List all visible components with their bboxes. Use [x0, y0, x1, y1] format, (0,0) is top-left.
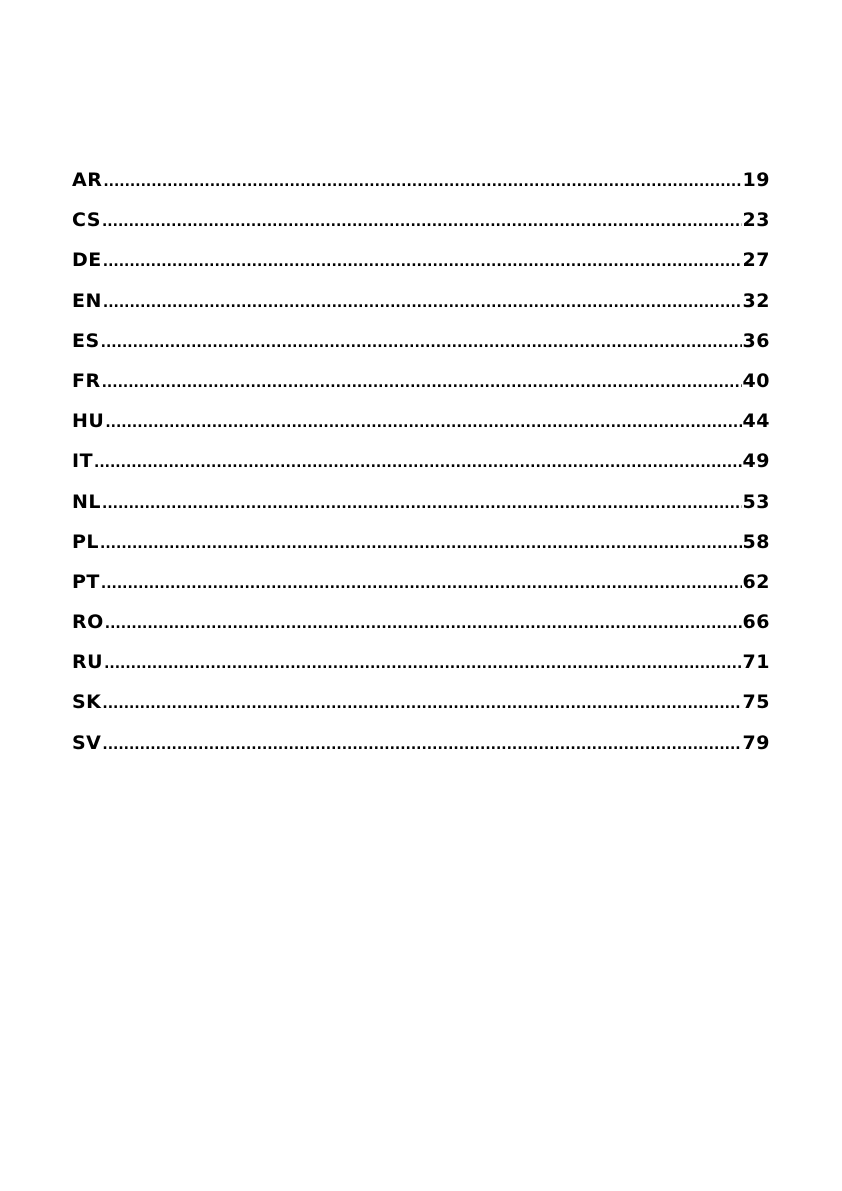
- toc-language-code: RU: [72, 651, 104, 674]
- toc-page-number: 58: [742, 530, 770, 553]
- toc-page-number: 44: [742, 410, 770, 433]
- toc-dot-leader: [101, 329, 742, 357]
- toc-page-number: 75: [742, 691, 770, 714]
- toc-dot-leader: [101, 570, 742, 598]
- toc-page-number: 36: [742, 329, 770, 352]
- toc-page-number: 71: [742, 651, 770, 674]
- toc-dot-leader: [103, 289, 742, 317]
- toc-language-code: SV: [72, 731, 102, 754]
- toc-entry-sv[interactable]: [72, 729, 770, 769]
- table-of-contents: [72, 166, 770, 769]
- toc-dot-leader: [102, 690, 741, 718]
- toc-dot-leader: [103, 168, 741, 196]
- toc-entry-nl[interactable]: [72, 488, 770, 528]
- toc-dot-leader: [102, 731, 741, 759]
- toc-language-code: IT: [72, 450, 94, 473]
- toc-page-number: 49: [742, 450, 770, 473]
- toc-entry-sk[interactable]: [72, 688, 770, 728]
- toc-page-number: 66: [742, 611, 770, 634]
- toc-page-number: 23: [742, 209, 770, 232]
- toc-language-code: HU: [72, 410, 105, 433]
- toc-page-number: 62: [742, 570, 770, 593]
- toc-language-code: NL: [72, 490, 102, 513]
- toc-dot-leader: [102, 369, 742, 397]
- toc-language-code: EN: [72, 289, 102, 312]
- toc-dot-leader: [102, 490, 742, 518]
- toc-dot-leader: [105, 409, 741, 437]
- toc-language-code: FR: [72, 369, 101, 392]
- toc-page-number: 53: [742, 490, 770, 513]
- toc-entry-fr[interactable]: [72, 367, 770, 407]
- toc-dot-leader: [102, 208, 742, 236]
- toc-dot-leader: [94, 449, 742, 477]
- toc-entry-pl[interactable]: [72, 528, 770, 568]
- toc-entry-ru[interactable]: [72, 648, 770, 688]
- toc-page-number: 40: [742, 369, 770, 392]
- toc-entry-hu[interactable]: [72, 407, 770, 447]
- toc-language-code: RO: [72, 611, 104, 634]
- toc-entry-es[interactable]: [72, 327, 770, 367]
- toc-page-number: 79: [742, 731, 770, 754]
- toc-page-number: 32: [742, 289, 770, 312]
- toc-dot-leader: [105, 610, 742, 638]
- toc-entry-de[interactable]: [72, 246, 770, 286]
- toc-page-number: 19: [742, 169, 770, 191]
- toc-dot-leader: [103, 248, 742, 276]
- toc-entry-pt[interactable]: [72, 568, 770, 608]
- toc-language-code: AR: [72, 169, 103, 191]
- toc-language-code: PL: [72, 530, 100, 553]
- toc-page-number: 27: [742, 249, 770, 272]
- toc-entry-cs[interactable]: [72, 206, 770, 246]
- toc-language-code: ES: [72, 329, 100, 352]
- toc-language-code: DE: [72, 249, 102, 272]
- toc-entry-en[interactable]: [72, 287, 770, 327]
- toc-entry-ar[interactable]: [72, 166, 770, 206]
- toc-dot-leader: [104, 650, 741, 678]
- toc-entry-it[interactable]: [72, 447, 770, 487]
- toc-language-code: SK: [72, 691, 102, 714]
- toc-language-code: CS: [72, 209, 101, 232]
- toc-entry-ro[interactable]: [72, 608, 770, 648]
- toc-language-code: PT: [72, 570, 100, 593]
- toc-dot-leader: [100, 530, 742, 558]
